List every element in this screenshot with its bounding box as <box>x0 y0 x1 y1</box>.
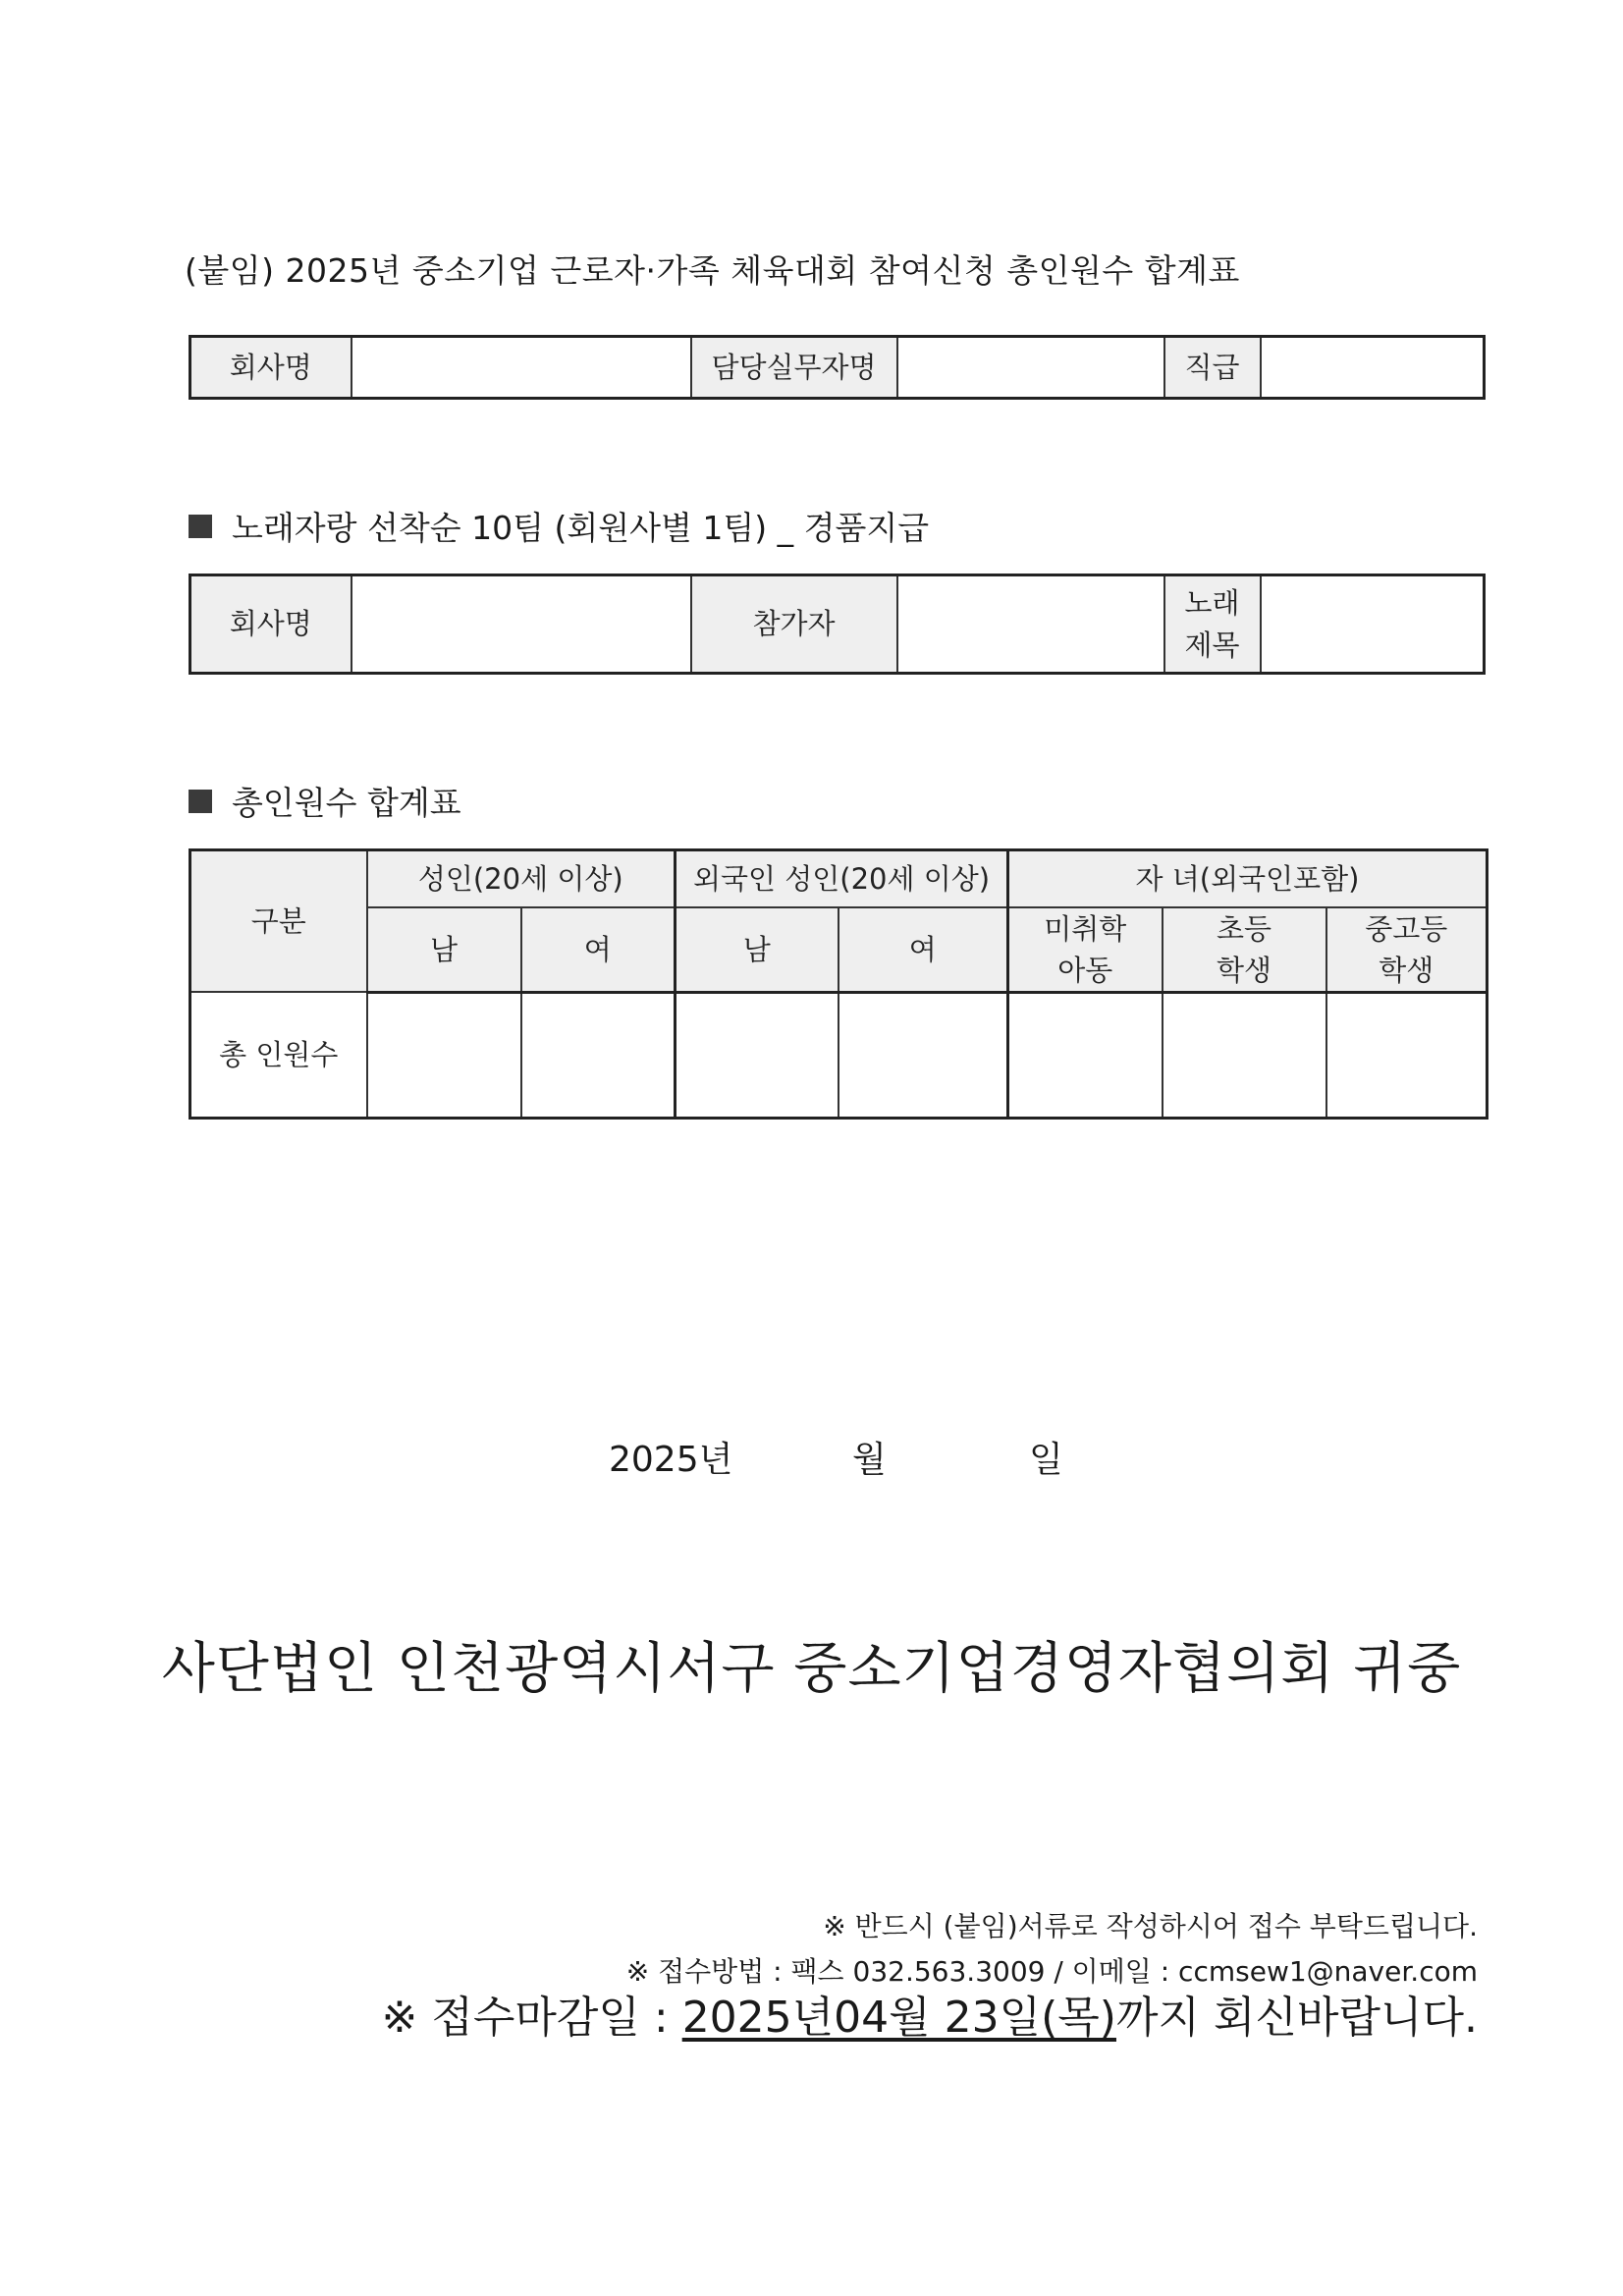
adult-female-header: 여 <box>521 907 676 993</box>
adult-male-count-field[interactable] <box>367 992 521 1118</box>
elementary-header-line2: 학생 <box>1217 953 1272 987</box>
date-month: 월 <box>852 1440 887 1480</box>
company-name-label: 회사명 <box>190 337 352 399</box>
adult-female-count-field[interactable] <box>521 992 676 1118</box>
karaoke-company-label: 회사명 <box>190 575 352 674</box>
preschool-header-line2: 아동 <box>1057 953 1113 987</box>
participant-field[interactable] <box>897 575 1164 674</box>
recipient-line: 사단법인 인천광역시서구 중소기업경영자협의회 귀중 <box>161 1637 1462 1701</box>
karaoke-heading <box>189 503 929 549</box>
square-bullet-icon <box>189 515 212 538</box>
category-header: 구분 <box>190 850 367 993</box>
children-group-header: 자 녀(외국인포함) <box>1008 850 1488 907</box>
participant-label: 참가자 <box>691 575 897 674</box>
karaoke-table <box>189 574 1486 675</box>
adult-group-header: 성인(20세 이상) <box>367 850 676 907</box>
karaoke-heading-text: 노래자랑 선착순 10팀 (회원사별 1팀) _ 경품지급 <box>232 509 930 547</box>
foreign-female-count-field[interactable] <box>839 992 1008 1118</box>
foreign-male-header: 남 <box>676 907 839 993</box>
song-title-field[interactable] <box>1261 575 1485 674</box>
preschool-header <box>1008 907 1163 993</box>
song-title-label-line2: 제목 <box>1184 628 1240 662</box>
deadline-suffix: 까지 회신바랍니다. <box>1115 1993 1478 2043</box>
song-title-label-line1: 노래 <box>1184 586 1240 621</box>
secondary-header-line2: 학생 <box>1379 953 1434 987</box>
contact-table <box>189 335 1486 400</box>
preschool-count-field[interactable] <box>1008 992 1163 1118</box>
totals-table <box>189 848 1488 1120</box>
song-title-label <box>1164 575 1261 674</box>
secondary-count-field[interactable] <box>1326 992 1488 1118</box>
adult-male-header: 남 <box>367 907 521 993</box>
elementary-header-line1: 초등 <box>1217 911 1272 946</box>
totals-heading-text: 총인원수 합계표 <box>232 784 461 822</box>
elementary-header <box>1163 907 1326 993</box>
date-year: 2025년 <box>609 1440 733 1480</box>
secondary-header-line1: 중고등 <box>1365 911 1448 946</box>
deadline-notice <box>382 1982 1478 2045</box>
note-submit-form: ※ 반드시 (붙임)서류로 작성하시어 접수 부탁드립니다. <box>823 1910 1478 1942</box>
foreign-female-header: 여 <box>839 907 1008 993</box>
date-day: 일 <box>1029 1440 1063 1480</box>
note-submission-method: ※ 접수방법 : 팩스 032.563.3009 / 이메일 : ccmsew1@naver.com <box>625 1955 1478 1988</box>
manager-name-field[interactable] <box>897 337 1164 399</box>
position-field[interactable] <box>1261 337 1485 399</box>
deadline-prefix: ※ 접수마감일 : <box>381 1993 682 2043</box>
manager-name-label: 담당실무자명 <box>691 337 897 399</box>
totals-heading <box>189 778 461 824</box>
preschool-header-line1: 미취학 <box>1044 911 1127 946</box>
secondary-header <box>1326 907 1488 993</box>
total-count-label: 총 인원수 <box>190 992 367 1118</box>
foreign-adult-group-header: 외국인 성인(20세 이상) <box>676 850 1008 907</box>
company-name-field[interactable] <box>352 337 691 399</box>
elementary-count-field[interactable] <box>1163 992 1326 1118</box>
deadline-date: 2025년04월 23일(목) <box>681 1993 1116 2043</box>
foreign-male-count-field[interactable] <box>676 992 839 1118</box>
square-bullet-icon <box>189 790 212 813</box>
position-label: 직급 <box>1164 337 1261 399</box>
karaoke-company-field[interactable] <box>352 575 691 674</box>
document-title: (붙임) 2025년 중소기업 근로자·가족 체육대회 참여신청 총인원수 합계표 <box>185 251 1240 290</box>
